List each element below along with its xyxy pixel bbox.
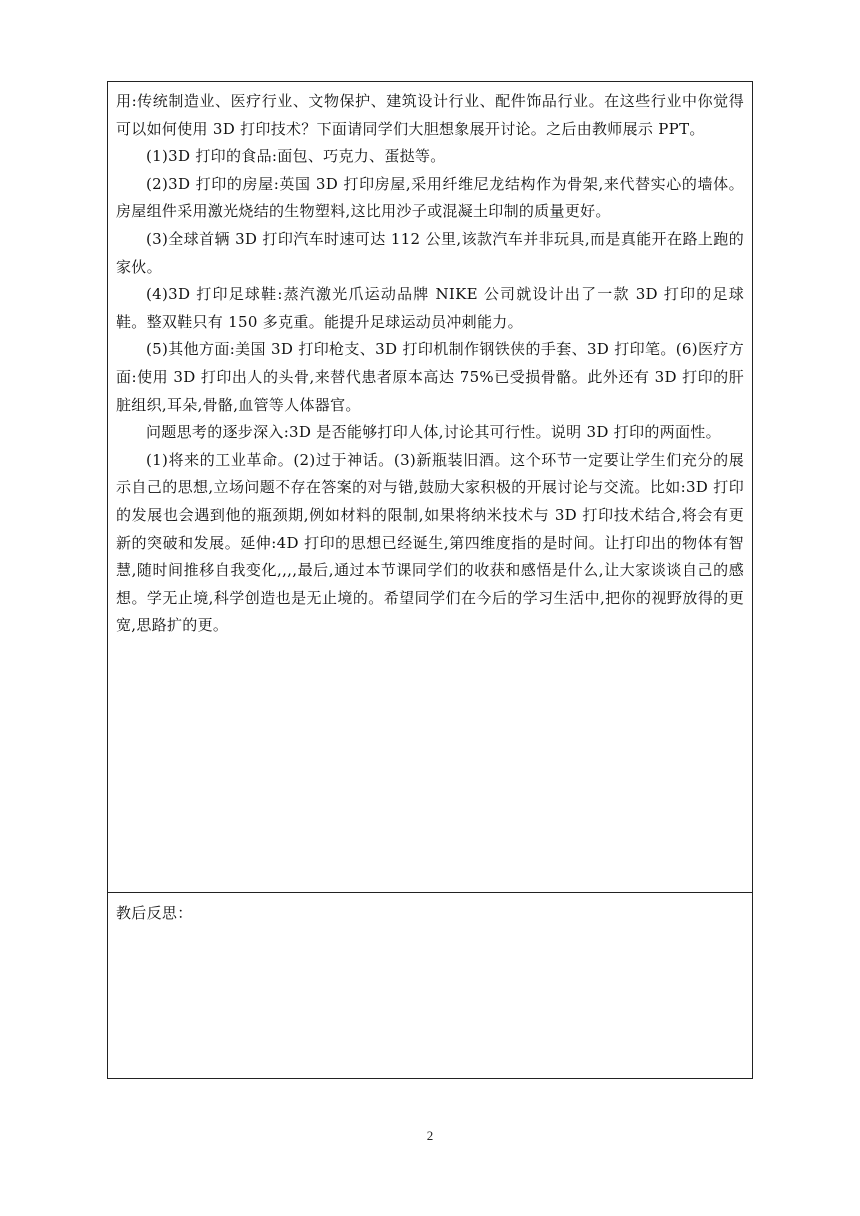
paragraph-food: (1)3D 打印的食品:面包、巧克力、蛋挞等。 bbox=[146, 147, 446, 166]
reflection-label: 教后反思： bbox=[116, 904, 193, 922]
paragraph-other-medical: (5)其他方面:美国 3D 打印枪支、3D 打印机制作钢铁侠的手套、3D 打印笔。(6)医疗方面:使用 3D 打印出人的头骨,来替代患者原本高达 75%已受损骨骼。此外还有 3D 打印的肝脏组织,耳朵,骨骼,血管等人体器官。 bbox=[116, 340, 744, 414]
paragraph-question: 问题思考的逐步深入:3D 是否能够打印人体,讨论其可行性。说明 3D 打印的两面性。 bbox=[146, 423, 721, 442]
lesson-content-cell bbox=[108, 82, 753, 893]
content-row bbox=[108, 82, 753, 893]
lesson-content bbox=[108, 82, 752, 640]
lesson-plan-table bbox=[107, 81, 753, 1079]
reflection-cell bbox=[108, 893, 753, 1079]
paragraph-car: (3)全球首辆 3D 打印汽车时速可达 112 公里,该款汽车并非玩具,而是真能开在路上跑的家伙。 bbox=[116, 229, 744, 276]
paragraph-house: (2)3D 打印的房屋:英国 3D 打印房屋,采用纤维尼龙结构作为骨架,来代替实心的墙体。房屋组件采用激光烧结的生物塑料,这比用沙子或混凝土印制的质量更好。 bbox=[116, 174, 744, 221]
paragraph-discussion: (1)将来的工业革命。(2)过于神话。(3)新瓶装旧酒。这个环节一定要让学生们充分的展示自己的思想,立场问题不存在答案的对与错,鼓励大家积极的开展讨论与交流。比如:3D 打印的发展也会遇到他的瓶颈期,例如材料的限制,如果将纳米技术与 3D 打印技术结合,将会有更新的突破和发展。延伸:4D 打印的思想已经诞生,第四维度指的是时间。让打印出的物体有智慧,随时间推移自我变化,,,,最后,通过本节课同学们的收获和感悟是什么,让大家谈谈自己的感想。学无止境,科学创造也是无止境的。希望同学们在今后的学习生活中,把你的视野放得的更宽,思路扩的更。 bbox=[116, 450, 744, 635]
paragraph-industries: 用:传统制造业、医疗行业、文物保护、建筑设计行业、配件饰品行业。在这些行业中你觉得可以如何使用 3D 打印技术？下面请同学们大胆想象展开讨论。之后由教师展示 PPT。 bbox=[116, 92, 744, 138]
paragraph-shoes: (4)3D 打印足球鞋:蒸汽激光爪运动品牌 NIKE 公司就设计出了一款 3D 打印的足球鞋。整双鞋只有 150 多克重。能提升足球运动员冲刺能力。 bbox=[116, 285, 744, 331]
reflection-row bbox=[108, 893, 753, 1079]
page-number: 2 bbox=[426, 1128, 434, 1143]
